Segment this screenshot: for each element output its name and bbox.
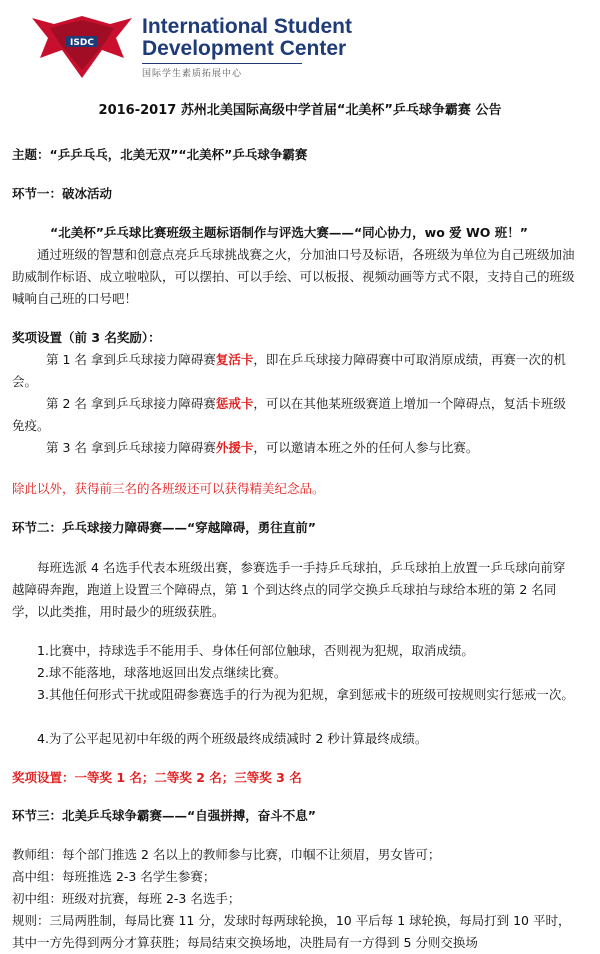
section2-rule-3: 3.其他任何形式干扰或阻碍参赛选手的行为视为犯规，拿到惩戒卡的班级可按规则实行惩戒一次。 xyxy=(37,687,574,702)
letterhead xyxy=(22,6,582,84)
section2-rule-1: 1.比赛中，持球选手不能用手、身体任何部位触球，否则视为犯规，取消成绩。 xyxy=(37,643,474,658)
isdc-logo xyxy=(32,14,132,80)
section3-rules: 规则：三局两胜制，每局比赛 11 分，发球时每两球轮换，10 平后每 1 球轮换，每局打到 10 平时，其中一方先得到两分才算获胜；每局结束交换场地，决胜局有一方得到 5 分则交换场 xyxy=(12,913,571,950)
section2-heading: 环节二：乒乓球接力障碍赛——“穿越障碍，勇往直前” xyxy=(12,520,316,535)
org-divider xyxy=(142,63,302,64)
award-2-card: 惩戒卡 xyxy=(215,396,254,411)
award-3-card: 外援卡 xyxy=(215,440,254,455)
award-3-desc: ，可以邀请本班之外的任何人参与比赛。 xyxy=(253,440,479,455)
award-2-desc: ，可以在其他某班级赛道上增加一个障碍点，复活卡班级免疫。 xyxy=(12,396,566,433)
slogan-motto: “同心协力，wo 爱 WO 班！” xyxy=(353,225,528,240)
section1-heading: 环节一：破冰活动 xyxy=(12,186,113,201)
page-title: 2016-2017 苏州北美国际高级中学首届“北美杯”乒乓球争霸赛 公告 xyxy=(98,103,502,118)
section2-rule-4: 4.为了公平起见初中年级的两个班级最终成绩减时 2 秒计算最终成绩。 xyxy=(37,731,428,746)
section2-rule-2: 2.球不能落地，球落地返回出发点继续比赛。 xyxy=(37,665,287,680)
award-item-3 xyxy=(12,437,577,459)
award-2-text: 第 2 名 拿到乒乓球接力障碍赛 xyxy=(46,396,216,411)
org-name-chinese: 国际学生素质拓展中心 xyxy=(142,69,243,79)
org-name-line2: Development Center xyxy=(142,37,347,60)
award-1-text: 第 1 名 拿到乒乓球接力障碍赛 xyxy=(46,352,216,367)
section2-awards: 奖项设置：一等奖 1 名；二等奖 2 名；三等奖 3 名 xyxy=(12,770,302,785)
section1-awards-heading: 奖项设置（前 3 名奖励）： xyxy=(12,330,161,345)
section3-heading: 环节三：北美乒乓球争霸赛——“自强拼搏，奋斗不息” xyxy=(12,808,316,823)
award-1-card: 复活卡 xyxy=(215,352,254,367)
theme-line: 主题：“乒乒乓乓，北美无双”“北美杯”乒乓球争霸赛 xyxy=(12,147,308,162)
award-item-1 xyxy=(12,349,577,393)
group-junior: 初中组：班级对抗赛，每班 2-3 名选手； xyxy=(12,891,241,906)
group-senior: 高中组：每班推选 2-3 名学生参赛； xyxy=(12,869,216,884)
section2-body: 每班选派 4 名选手代表本班级出赛，参赛选手一手持乒乓球拍，乒乓球拍上放置一乒乓球向前穿越障碍奔跑，跑道上设置三个障碍点，第 1 个到达终点的同学交换乒乓球拍与球给本班的第 2 名同学，以此类推，用时最少的班级获胜。 xyxy=(12,560,566,619)
group-teachers: 教师组：每个部门推选 2 名以上的教师参与比赛，巾帼不让须眉，男女皆可； xyxy=(12,847,441,862)
award-3-text: 第 3 名 拿到乒乓球接力障碍赛 xyxy=(46,440,216,455)
award-1-desc: ，即在乒乓球接力障碍赛中可取消原成绩，再赛一次的机会。 xyxy=(12,352,566,389)
org-name-line1: International Student xyxy=(142,15,352,38)
org-name xyxy=(142,16,352,79)
slogan-title: “北美杯”乒乓球比赛班级主题标语制作与评选大赛—— xyxy=(50,225,354,240)
award-item-2 xyxy=(12,393,577,437)
slogan-line xyxy=(12,222,600,244)
section1-body: 通过班级的智慧和创意点亮乒乓球挑战赛之火，分加油口号及标语，各班级为单位为自己班级加油助威制作标语、成立啦啦队，可以摆拍、可以手绘、可以板报、视频动画等方式不限，支持自己的班级喊响自己班的口号吧！ xyxy=(12,247,575,306)
logo-text: ISDC xyxy=(70,38,94,48)
extra-note: 除此以外，获得前三名的各班级还可以获得精美纪念品。 xyxy=(12,481,325,496)
